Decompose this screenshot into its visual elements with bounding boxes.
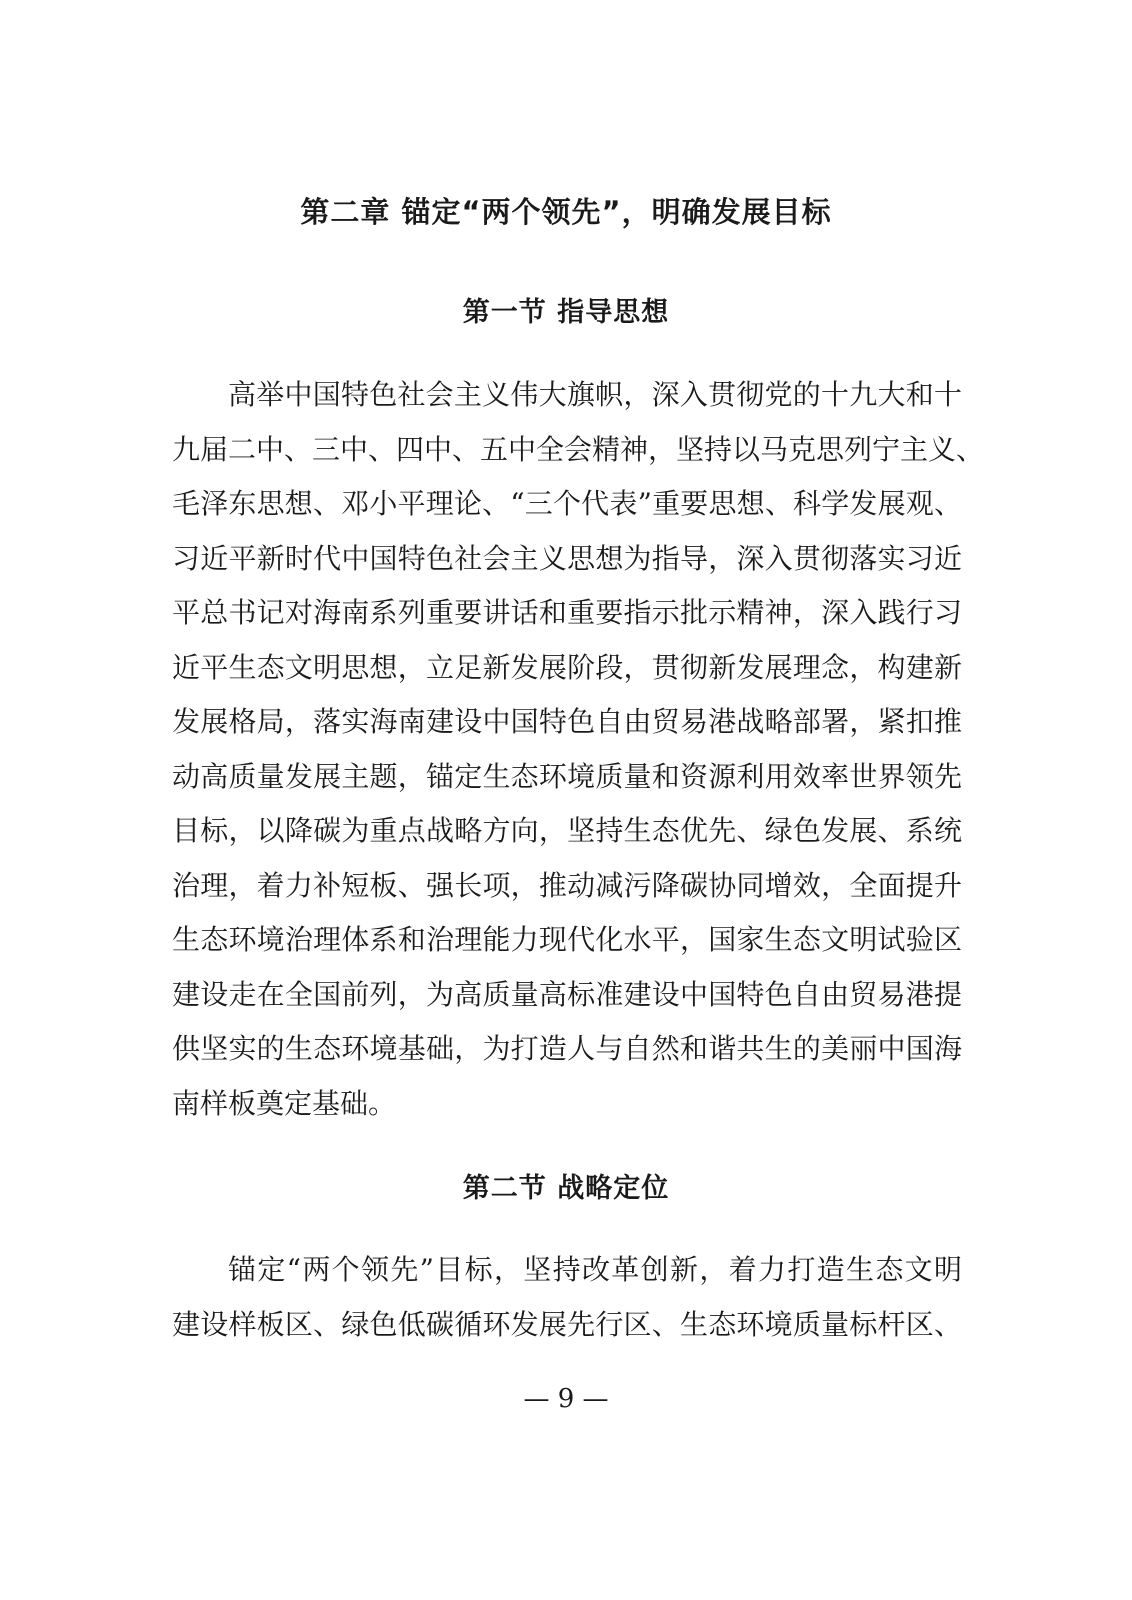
paragraph-line: 毛泽东思想、邓小平理论、“三个代表”重要思想、科学发展观、 xyxy=(172,487,962,520)
paragraph-line: 锚定“两个领先”目标，坚持改革创新，着力打造生态文明 xyxy=(228,1253,962,1286)
paragraph-line: 高举中国特色社会主义伟大旗帜，深入贯彻党的十九大和十 xyxy=(228,378,962,411)
paragraph-line: 生态环境治理体系和治理能力现代化水平，国家生态文明试验区 xyxy=(172,923,962,956)
paragraph-line: 建设走在全国前列，为高质量高标准建设中国特色自由贸易港提 xyxy=(172,977,962,1011)
paragraph-line: 供坚实的生态环境基础，为打造人与自然和谐共生的美丽中国海 xyxy=(172,1032,962,1065)
chapter-title: 第二章 锚定“两个领先”，明确发展目标 xyxy=(300,195,832,229)
page-number: — 9 — xyxy=(523,1384,609,1414)
section-title: 第一节 指导思想 xyxy=(462,297,670,328)
paragraph-line: 习近平新时代中国特色社会主义思想为指导，深入贯彻落实习近 xyxy=(172,541,962,575)
section-title: 第二节 战略定位 xyxy=(462,1173,670,1204)
paragraph-line: 动高质量发展主题，锚定生态环境质量和资源利用效率世界领先 xyxy=(172,759,962,793)
paragraph-line: 近平生态文明思想，立足新发展阶段，贯彻新发展理念，构建新 xyxy=(172,650,962,684)
paragraph-line: 建设样板区、绿色低碳循环发展先行区、生态环境质量标杆区、 xyxy=(172,1307,962,1341)
paragraph-line: 目标，以降碳为重点战略方向，坚持生态优先、绿色发展、系统 xyxy=(172,814,962,847)
paragraph-line: 九届二中、三中、四中、五中全会精神，坚持以马克思列宁主义、 xyxy=(172,432,985,466)
paragraph-strategic-positioning xyxy=(172,1243,962,1352)
paragraph-line: 治理，着力补短板、强长项，推动减污降碳协同增效，全面提升 xyxy=(172,868,962,902)
paragraph-line: 发展格局，落实海南建设中国特色自由贸易港战略部署，紧扣推 xyxy=(172,705,962,738)
paragraph-line: 平总书记对海南系列重要讲话和重要指示批示精神，深入践行习 xyxy=(172,596,962,629)
paragraph-guiding-ideology xyxy=(172,368,985,1131)
paragraph-line: 南样板奠定基础。 xyxy=(172,1086,397,1120)
